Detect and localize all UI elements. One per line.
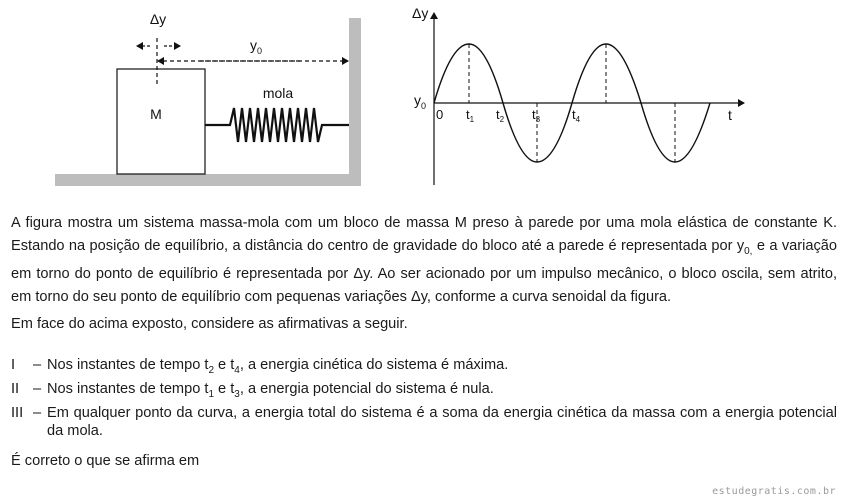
statement-dash: – (33, 357, 42, 373)
statement-text: Nos instantes de tempo $t_1$ e $t_3$, a energia potencial do sistema é nula. (47, 380, 494, 400)
watermark: estudegratis.com.br (712, 486, 836, 497)
statement-ii (11, 380, 837, 404)
question-prompt: É correto o que se afirma em (11, 453, 200, 469)
tick-t1: $t_1$ (466, 107, 475, 124)
y0-label: $y_0$ (250, 37, 263, 56)
statement-dash: – (33, 404, 42, 421)
figure (0, 0, 846, 200)
axis-y-label: Δy (412, 5, 429, 21)
mass-spring-diagram (55, 11, 361, 186)
tick-t4: $t_4$ (572, 107, 581, 124)
spring-label: mola (262, 85, 294, 101)
statement-text: Nos instantes de tempo $t_2$ e $t_4$, a energia cinética do sistema é máxima. (47, 357, 509, 376)
statement-number: II (11, 380, 20, 397)
axis-x-label: t (728, 107, 732, 123)
spring (205, 108, 349, 142)
statements-list (11, 356, 837, 440)
instruction-paragraph: Em face do acima exposto, considere as afirmativas a seguir. (11, 316, 408, 332)
origin-label: 0 (436, 107, 444, 122)
delta-y-label: Δy (149, 11, 167, 27)
tick-t2: $t_2$ (496, 107, 505, 124)
statement-number: III (11, 404, 24, 421)
tick-t3: $t_3$ (532, 107, 541, 124)
intro-paragraph: A figura mostra um sistema massa-mola com um bloco de massa M preso à parede por uma mola elástica de constante K. Estando na posição de equilíbrio, a distância do centro de gravidade do bloco até a parede é representada por $y_{0,}$ e a variação em torno do ponto de equilíbrio é representada por Δy. Ao ser acionado por um impulso mecânico, o bloco oscila, sem atrito, em torno do seu ponto de equilíbrio com pequenas variações Δy, conforme a curva senoidal da figura. (11, 215, 838, 305)
floor (55, 174, 361, 186)
y0-axis-label: $y_0$ (414, 92, 427, 111)
wall (349, 18, 361, 178)
mass-label: M (150, 106, 162, 122)
statement-iii (11, 404, 837, 440)
statement-dash: – (33, 380, 42, 397)
statement-number: I (11, 357, 16, 373)
statement-i (11, 356, 837, 380)
sine-graph (412, 5, 744, 185)
statement-text: Em qualquer ponto da curva, a energia total do sistema é a soma da energia cinética da massa com a energia potencial da mola. (47, 404, 837, 439)
